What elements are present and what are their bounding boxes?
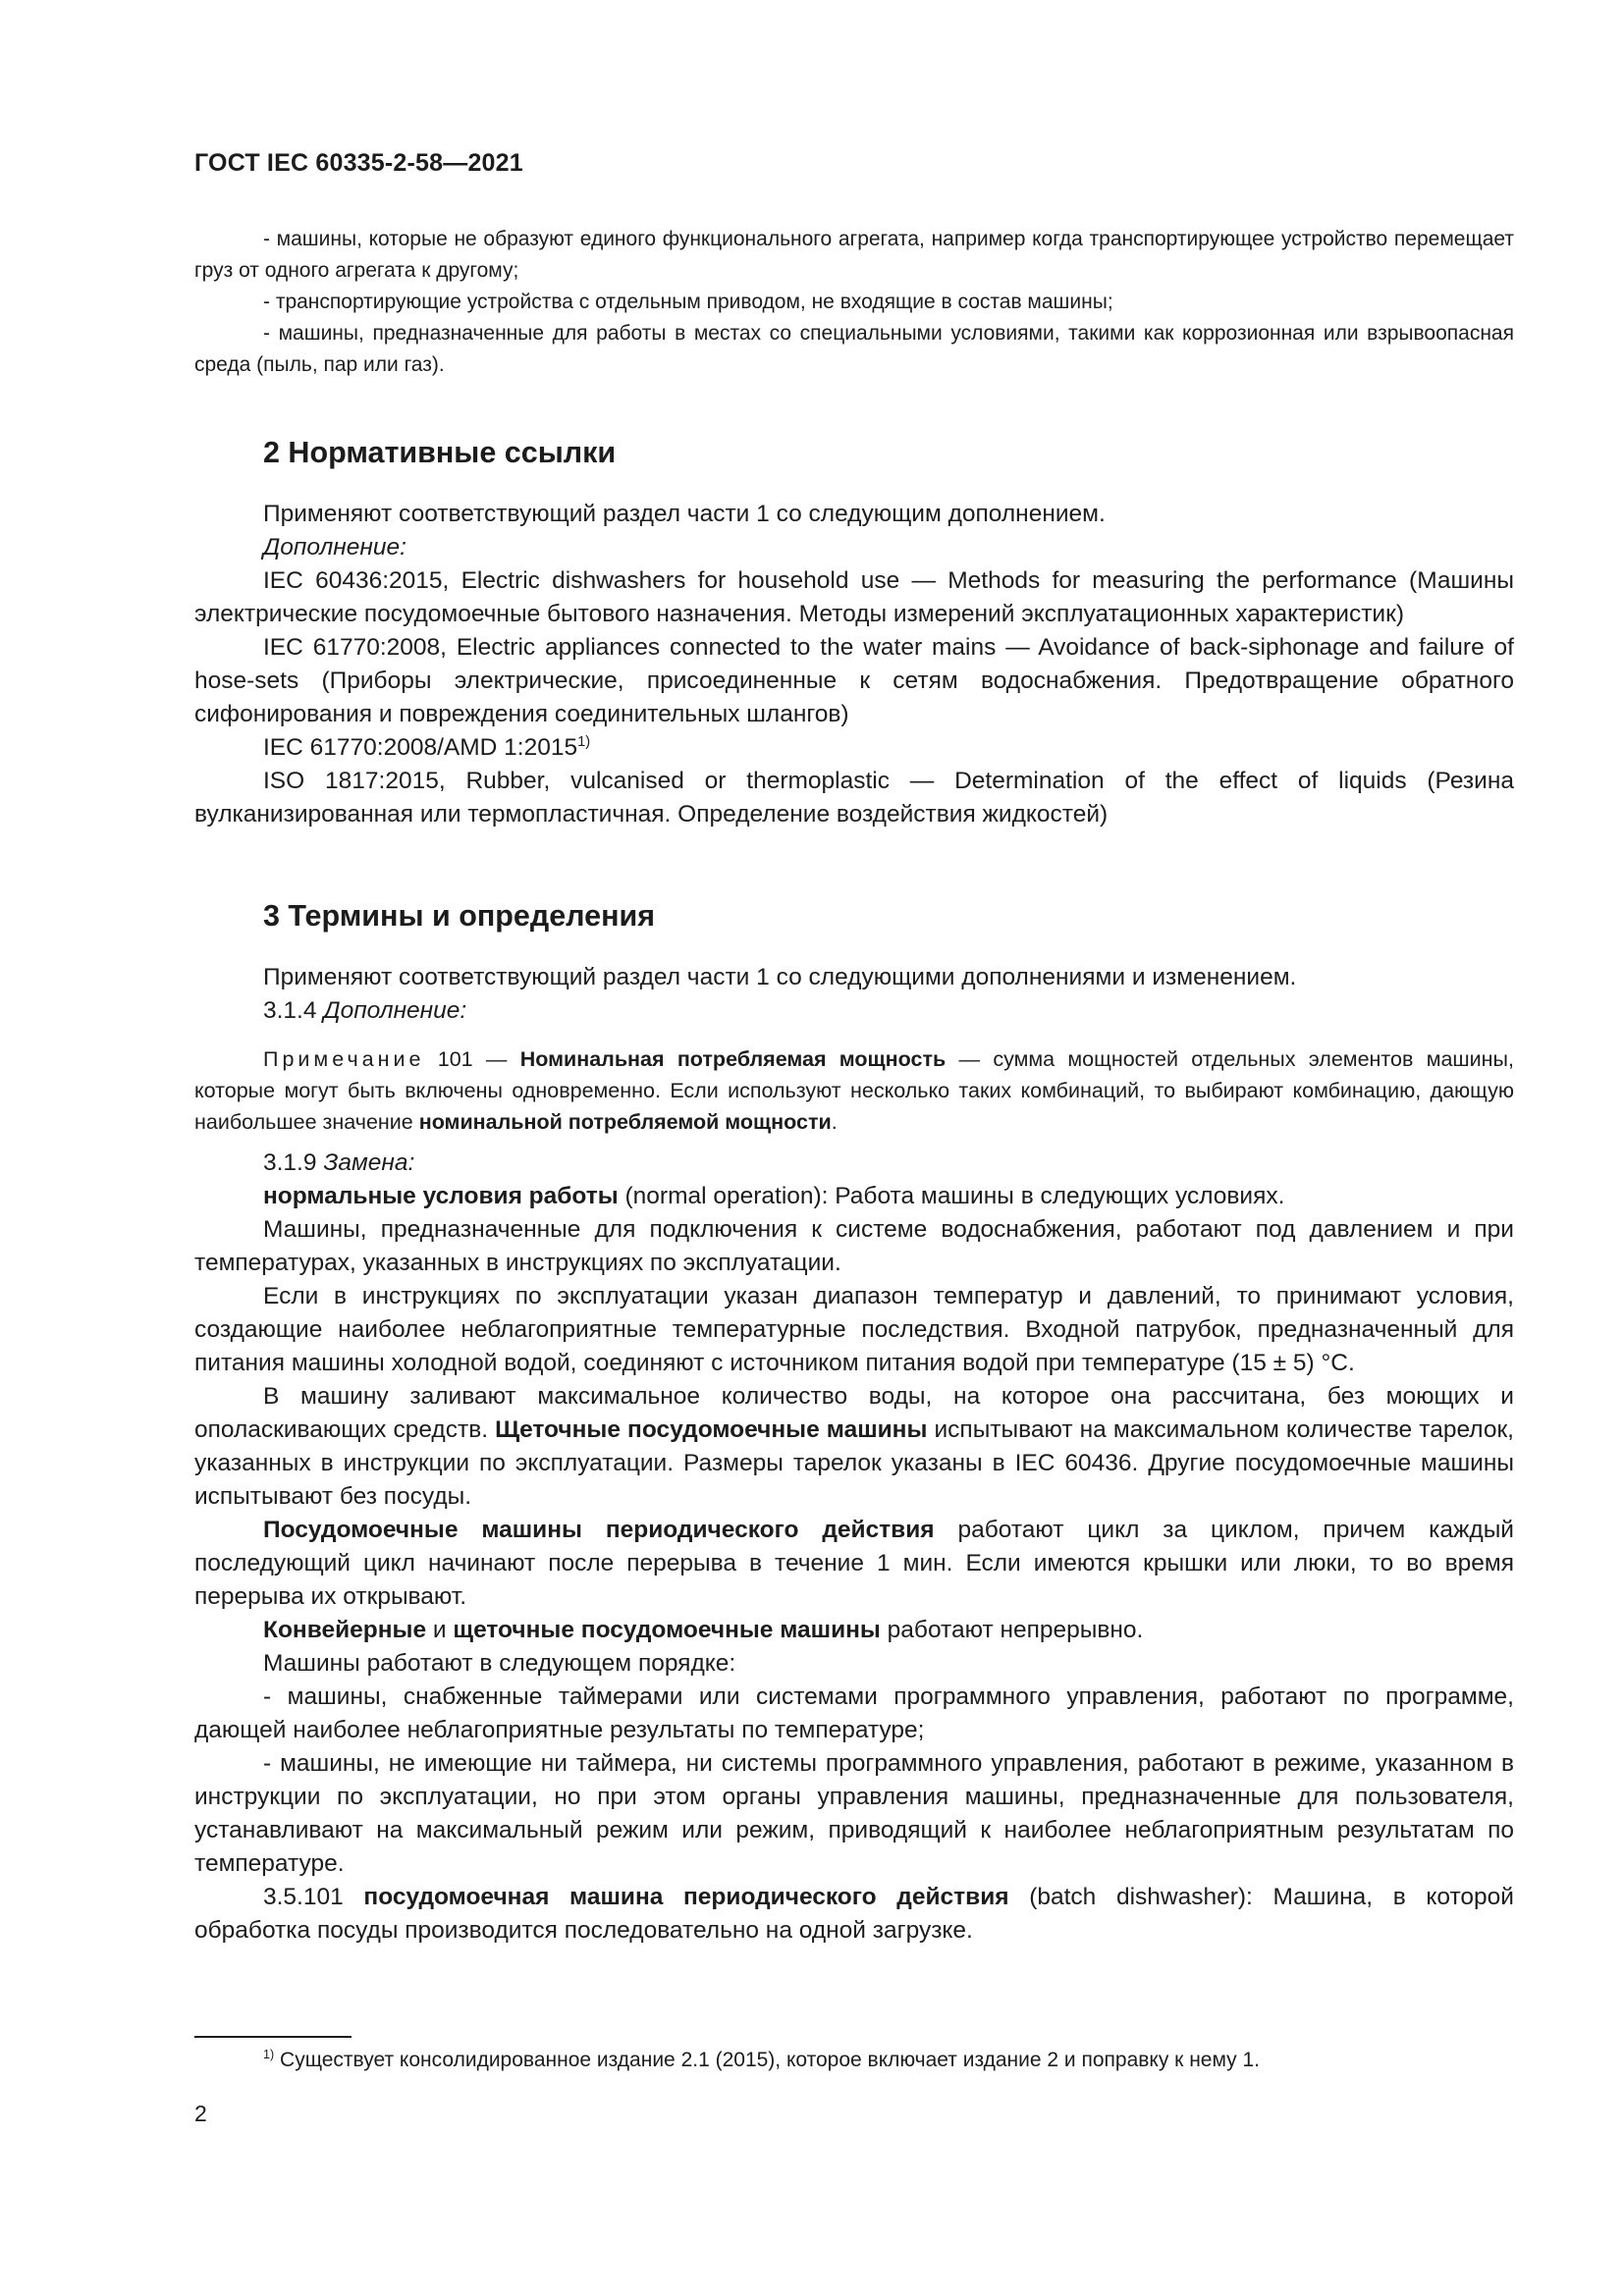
paragraph-filling: В машину заливают максимальное количество воды, на которое она рассчитана, без моющих и ополаскивающих средств. Щеточные посудомоечные машины испытывают на максимальном количестве тарелок, указанных в инструкции по эксплуатации. Размеры тарелок указаны в IEC 60436. Другие посудомоечные машины испытывают без посуды. — [194, 1383, 1514, 1510]
section-3-body — [194, 1147, 1514, 1948]
clause-3-1-4: 3.1.4 Дополнение: — [263, 997, 467, 1024]
paragraph-conveyor: Конвейерные и щеточные посудомоечные машины работают непрерывно. — [263, 1617, 1144, 1643]
section-2-body — [194, 498, 1514, 831]
note-101: Примечание 101 — Номинальная потребляемая мощность — сумма мощностей отдельных элементов машины, которые могут быть включены одновременно. Если используют несколько таких комбинаций, то выбирают комбинацию, дающую наибольшее значение номинальной потребляемой мощности. — [194, 1047, 1514, 1134]
section-3-intro: Применяют соответствующий раздел части 1 со следующими дополнениями и изменением. — [263, 964, 1297, 990]
intro-item: - транспортирующие устройства с отдельным приводом, не входящие в состав машины; — [263, 291, 1113, 313]
section-2-title: 2 Нормативные ссылки — [263, 436, 617, 469]
paragraph-temperature-range: Если в инструкциях по эксплуатации указан диапазон температур и давлений, то принимают условия, создающие наиболее неблагоприятные температурные последствия. Входной патрубок, предназначенный для питания машины холодной водой, соединяют с источником питания водой при температуре (15 ± 5) °С. — [194, 1283, 1514, 1376]
intro-item: - машины, которые не образуют единого функционального агрегата, например когда транспортирующее устройство перемещает груз от одного агрегата к другому; — [194, 228, 1514, 282]
addition-label: Дополнение: — [263, 534, 406, 561]
reference-item: IEC 61770:2008/AMD 1:2015$^{1)}$ — [263, 733, 591, 761]
section-2-intro: Применяют соответствующий раздел части 1 со следующим дополнением. — [263, 501, 1106, 527]
footnote: $^{1)}$ Существует консолидированное издание 2.1 (2015), которое включает издание 2 и поправку к нему 1. — [263, 2048, 1260, 2071]
intro-item: - машины, предназначенные для работы в местах со специальными условиями, такими как коррозионная или взрывоопасная среда (пыль, пар или газ). — [194, 322, 1514, 376]
paragraph-batch: Посудомоечные машины периодического действия работают цикл за циклом, причем каждый последующий цикл начинают после перерыва в течение 1 мин. Если имеются крышки или люки, то во время перерыва их открывают. — [194, 1517, 1514, 1610]
clause-3-1-9: 3.1.9 Замена: — [263, 1149, 415, 1176]
reference-item: ISO 1817:2015, Rubber, vulcanised or thermoplastic — Determination of the effect of liquids (Резина вулканизированная или термопластичная. Определение воздействия жидкостей) — [194, 768, 1514, 828]
reference-item: IEC 61770:2008, Electric appliances connected to the water mains — Avoidance of back-siphonage and failure of hose-sets (Приборы электрические, присоединенные к сетям водоснабжения. Предотвращение обратного сифонирования и повреждения соединительных шлангов) — [194, 634, 1514, 727]
intro-list — [194, 224, 1514, 381]
term-normal-operation: нормальные условия работы (normal operation): Работа машины в следующих условиях. — [263, 1183, 1285, 1209]
document-header: ГОСТ IEC 60335-2-58—2021 — [194, 149, 523, 177]
section-3-title: 3 Термины и определения — [263, 899, 656, 933]
paragraph-order: Машины работают в следующем порядке: — [263, 1650, 736, 1677]
paragraph-timer: - машины, снабженные таймерами или системами программного управления, работают по программе, дающей наиболее неблагоприятные результаты по температуре; — [194, 1683, 1514, 1743]
note-label: Примечание — [263, 1047, 425, 1071]
paragraph-no-timer: - машины, не имеющие ни таймера, ни системы программного управления, работают в режиме, указанном в инструкции по эксплуатации, но при этом органы управления машины, предназначенные для пользователя, устанавливают на максимальный режим или режим, приводящий к наиболее неблагоприятным результатам по температуре. — [194, 1750, 1514, 1877]
footnote-mark: 1) — [263, 2048, 275, 2061]
paragraph-water-supply: Машины, предназначенные для подключения к системе водоснабжения, работают под давлением и при температурах, указанных в инструкциях по эксплуатации. — [194, 1216, 1514, 1276]
footnote-ref: 1) — [577, 733, 591, 750]
clause-3-5-101: 3.5.101 посудомоечная машина периодического действия (batch dishwasher): Машина, в которой обработка посуды производится последовательно на одной загрузке. — [194, 1884, 1514, 1944]
page-number: 2 — [194, 2101, 207, 2126]
footnote-divider — [194, 2036, 352, 2038]
reference-item: IEC 60436:2015, Electric dishwashers for household use — Methods for measuring the performance (Машины электрические посудомоечные бытового назначения. Методы измерений эксплуатационных характеристик) — [194, 567, 1514, 627]
section-3-intro-block — [194, 961, 1514, 1028]
